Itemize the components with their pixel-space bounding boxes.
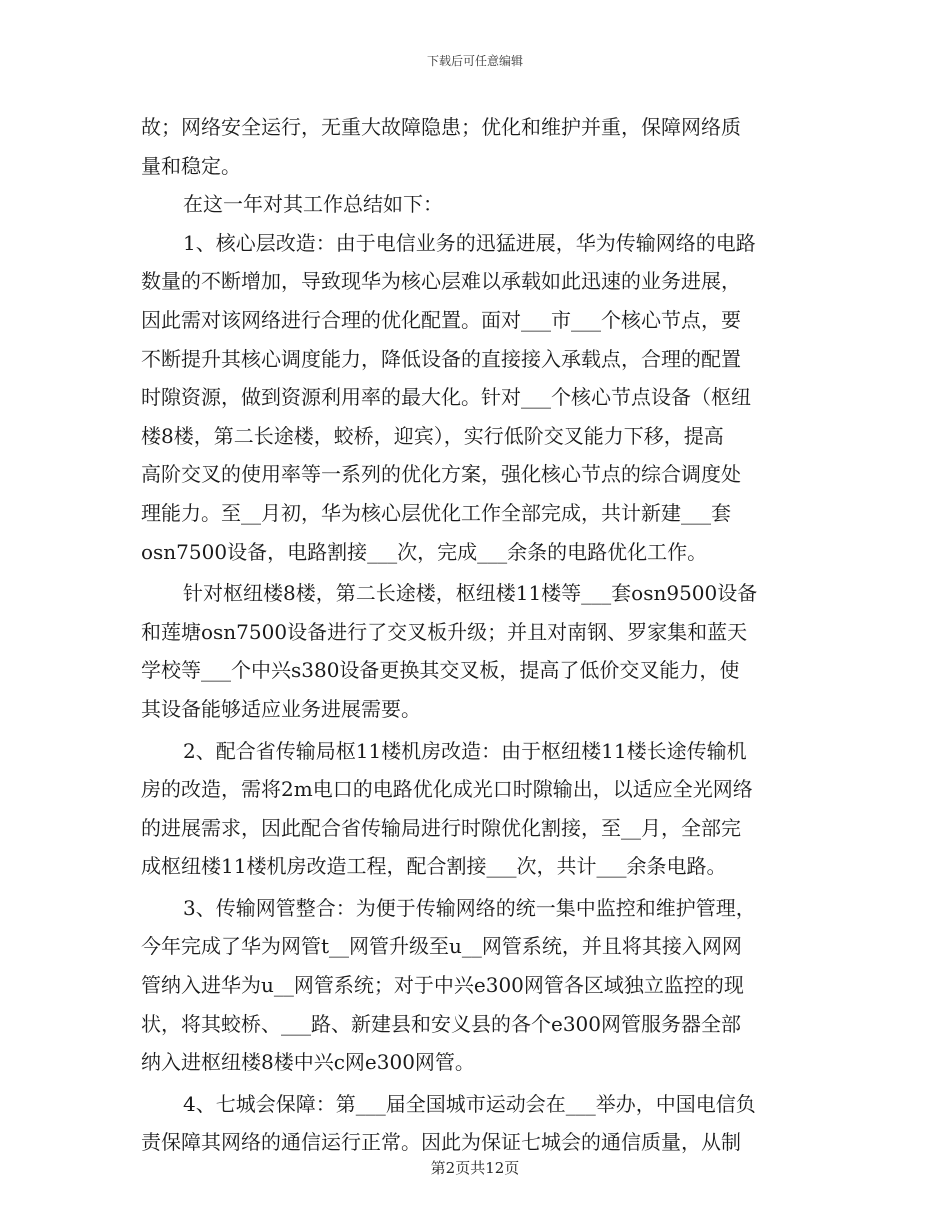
text-line: 学校等___个中兴s380设备更换其交叉板，提高了低价交叉能力，使 bbox=[141, 658, 740, 683]
text-line: 责保障其网络的通信运行正常。因此为保证七城会的通信质量，从制 bbox=[141, 1130, 741, 1155]
text-line: 今年完成了华为网管t__网管升级至u__网管系统，并且将其接入网网 bbox=[141, 934, 742, 959]
text-line: 高阶交叉的使用率等一系列的优化方案，强化核心节点的综合调度处 bbox=[141, 462, 741, 487]
text-line: 故；网络安全运行，无重大故障隐患；优化和维护并重，保障网络质 bbox=[141, 115, 741, 139]
text-line: 2、配合省传输局枢11楼机房改造：由于枢纽楼11楼长途传输机 bbox=[183, 738, 747, 763]
text-line: 其设备能够适应业务进展需要。 bbox=[141, 696, 421, 721]
text-line: 时隙资源，做到资源利用率的最大化。针对___个核心节点设备（枢纽 bbox=[141, 385, 751, 410]
text-line: 管纳入进华为u__网管系统；对于中兴e300网管各区域独立监控的现 bbox=[141, 973, 744, 998]
text-line: osn7500设备，电路割接___次，完成___余条的电路优化工作。 bbox=[141, 539, 708, 564]
text-line: 针对枢纽楼8楼，第二长途楼，枢纽楼11楼等___套osn9500设备 bbox=[183, 581, 758, 606]
page-footer: 第2页共12页 bbox=[430, 1159, 520, 1177]
text-line: 理能力。至__月初，华为核心层优化工作全部完成，共计新建___套 bbox=[141, 500, 731, 525]
text-line: 和莲塘osn7500设备进行了交叉板升级；并且对南钢、罗家集和蓝天 bbox=[141, 619, 748, 644]
document-body bbox=[141, 108, 809, 1162]
text-line: 3、传输网管整合：为便于传输网络的统一集中监控和维护管理， bbox=[183, 895, 756, 920]
text-line: 成枢纽楼11楼机房改造工程，配合割接___次，共计___余条电路。 bbox=[141, 854, 727, 879]
text-line: 1、核心层改造：由于电信业务的迅猛进展，华为传输网络的电路 bbox=[183, 230, 756, 255]
text-line: 房的改造，需将2m电口的电路优化成光口时隙输出，以适应全光网络 bbox=[141, 777, 753, 802]
text-line: 不断提升其核心调度能力，降低设备的直接接入承载点，合理的配置 bbox=[141, 346, 741, 371]
text-line: 数量的不断增加，导致现华为核心层难以承载如此迅速的业务进展， bbox=[141, 269, 741, 294]
text-line: 的进展需求，因此配合省传输局进行时隙优化割接，至__月，全部完 bbox=[141, 815, 741, 840]
text-line: 楼8楼，第二长途楼，蛟桥，迎宾），实行低阶交叉能力下移，提高 bbox=[141, 423, 724, 448]
text-line: 量和稳定。 bbox=[141, 153, 241, 178]
text-line: 纳入进枢纽楼8楼中兴c网e300网管。 bbox=[141, 1050, 475, 1075]
text-line: 因此需对该网络进行合理的优化配置。面对___市___个核心节点，要 bbox=[141, 307, 741, 332]
text-line: 在这一年对其工作总结如下： bbox=[183, 192, 443, 217]
text-line: 状，将其蛟桥、___路、新建县和安义县的各个e300网管服务器全部 bbox=[141, 1011, 742, 1036]
text-line: 4、七城会保障：第___届全国城市运动会在___举办，中国电信负 bbox=[183, 1091, 756, 1116]
page-header: 下载后可任意编辑 bbox=[426, 54, 523, 68]
